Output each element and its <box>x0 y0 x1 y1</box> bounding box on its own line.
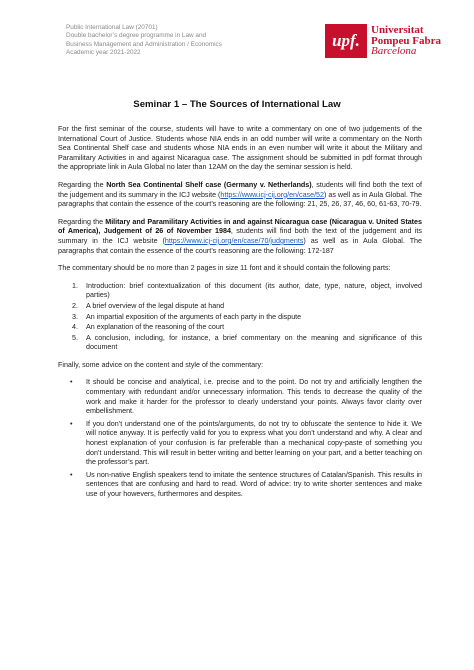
list-item: 2. A brief overview of the legal dispute at hand <box>80 302 422 312</box>
case-2-text-pre: Regarding the <box>58 217 106 226</box>
commentary-intro: The commentary should be no more than 2 pages in size 11 font and it should contain the following parts: <box>58 264 391 273</box>
commentary-parts-list <box>58 282 422 353</box>
list-item <box>70 419 422 468</box>
case-1-text-mid: , students will find both the text of the judgement and its summary in the ICJ website ( <box>58 180 422 199</box>
list-item: 5. A conclusion, including, for instance, a brief commentary on the meaning and significance of this document <box>80 334 422 353</box>
document-body <box>58 125 422 503</box>
advice-text: Us non-native English speakers tend to imitate the sentence structures of Catalan/Spanish. This results in sentences that are confusing and hard to read. Word of advice: try to write shorter sentences and make use of your howevers, furthermores and despites. <box>86 470 422 498</box>
intro-paragraph: For the first seminar of the course, students will have to write a commentary on one of two judgements of the International Court of Justice. Students whose NIA ends in an odd number will write a commentary on the North Sea Continental Shelf case and students whose NIA ends in an even number will write it about the Military and Paramilitary Activities in and against Nicaragua case. The assignment should be submitted in pdf format through the appropriate link in Aula Global no later than 12AM on the day the seminar session is held. <box>58 125 422 172</box>
list-item <box>70 378 422 416</box>
case-2-text-mid: , students will find both the text of the judgement and its summary in the ICJ website ( <box>58 227 422 245</box>
advice-list <box>58 378 422 499</box>
case-1-text-pre: Regarding the <box>58 180 107 189</box>
list-item: 3. An impartial exposition of the arguments of each party in the dispute <box>80 313 422 323</box>
logo-wordmark <box>371 25 441 57</box>
upf-logo <box>325 24 441 58</box>
case-1-paragraph <box>58 181 422 210</box>
bullet-icon: • <box>70 470 73 479</box>
list-item: 4. An explanation of the reasoning of the court <box>80 323 422 333</box>
course-name: Public International Law (20701) <box>66 24 158 31</box>
academic-year: Academic year 2021-2022 <box>66 49 141 57</box>
case-1-text-post: ) as well as in Aula Global. The paragraphs that contain the essence of the court’s reasoning are the following: 21, 25, 26, 37, 46, 60, 61-63, 70-79. <box>58 190 422 209</box>
advice-text: If you don’t understand one of the points/arguments, do not try to obfuscate the sentence to hide it. We will notice anyway. It is perfectly valid for you to express what you don’t understand and why. A clear and honest explanation of your confusion is far preferable than a mechanical copy-paste of something you don’t understand. This will result in better writing and better learning on your part, and a better teaching on the professor’s part. <box>86 419 422 467</box>
advice-intro: Finally, some advice on the content and style of the commentary: <box>58 360 264 369</box>
programme-line-1: Double bachelor’s degree programme in Law and <box>66 32 207 40</box>
case-2-icj-link[interactable]: https://www.icj-cij.org/en/case/70/judgments <box>164 236 304 245</box>
case-1-name: North Sea Continental Shelf case (Germany v. Netherlands) <box>106 180 312 189</box>
logo-line-1: Universitat <box>371 24 424 37</box>
case-2-text-post: ) as well as in Aula Global. The paragraphs that contain the essence of the court’s reasoning are the following: 172-187 <box>58 236 422 255</box>
bullet-icon: • <box>70 419 73 428</box>
logo-mark-text: upf. <box>332 31 360 50</box>
upf-logo-mark <box>325 24 367 58</box>
course-info <box>66 24 306 58</box>
list-item: 1. Introduction: brief contextualization of this document (its author, date, type, nature, object, involved parties) <box>80 282 422 301</box>
case-2-paragraph <box>58 218 422 256</box>
logo-line-2: Pompeu Fabra <box>371 34 441 47</box>
programme-line-2: Business Management and Administration / Economics <box>66 40 222 48</box>
case-1-icj-link[interactable]: https://www.icj-cij.org/en/case/52 <box>220 190 325 199</box>
case-2-name: Military and Paramilitary Activities in and against Nicaragua case (Nicaragua v. United States of America), Judgement of 26 of November 1984 <box>58 217 422 236</box>
bullet-icon: • <box>70 378 73 387</box>
list-item <box>70 470 422 500</box>
logo-line-3: Barcelona <box>371 45 417 58</box>
page-title: Seminar 1 – The Sources of International Law <box>133 99 341 110</box>
advice-text: It should be concise and analytical, i.e. precise and to the point. Do not try and artificially lengthen the commentary with redundant and/or unnecessary information. This tends to decrease the quality of the work and make it harder for the professor to clearly understand your points. Always favor clarity over embellishment. <box>86 378 422 416</box>
